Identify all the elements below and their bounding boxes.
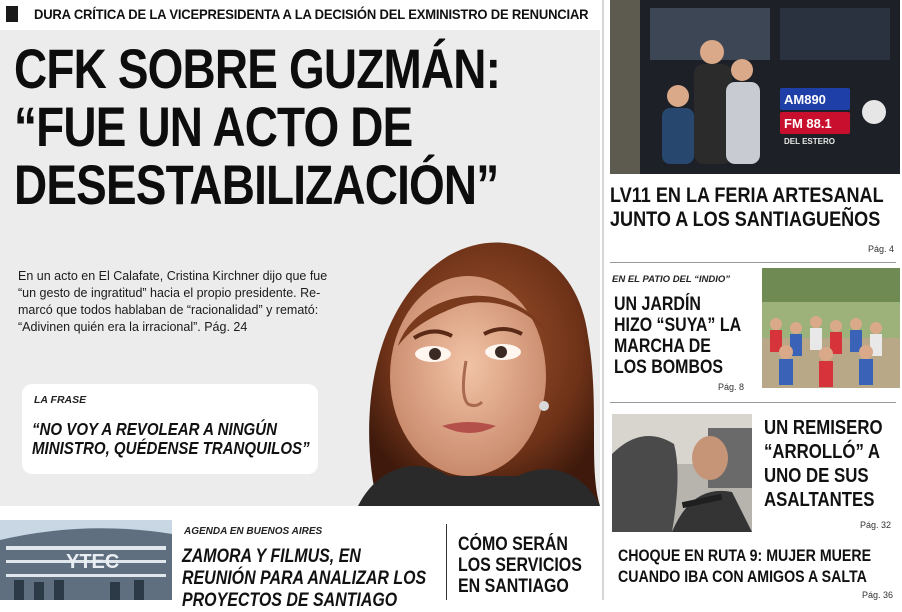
- quote-line: MINISTRO, QUÉDENSE TRANQUILOS”: [32, 438, 310, 458]
- kicker-square-icon: [6, 6, 18, 22]
- kindergarten-photo: [762, 268, 900, 388]
- servicios-headline[interactable]: [458, 534, 601, 597]
- story2-headline[interactable]: [614, 294, 748, 378]
- agenda-headline[interactable]: [182, 546, 459, 612]
- story4-page: Pág. 36: [862, 590, 894, 600]
- story2-page: Pág. 8: [718, 382, 745, 392]
- story3-line: ASALTANTES: [764, 489, 875, 511]
- story4-headline[interactable]: [618, 546, 902, 588]
- quote-label: LA FRASE: [34, 394, 87, 406]
- right-column: [606, 0, 900, 600]
- agenda-line: PROYECTOS DE SANTIAGO: [182, 590, 398, 611]
- summary-line: marcó que todos hablaban de “racionalidad” y remató:: [18, 303, 319, 317]
- story4-line: CHOQUE EN RUTA 9: MUJER MUERE: [618, 547, 872, 565]
- story3-line: UNO DE SUS: [764, 465, 869, 487]
- main-headline[interactable]: [14, 37, 594, 216]
- story3-line: “ARROLLÓ” A: [764, 441, 881, 463]
- servicios-line: CÓMO SERÁN: [458, 534, 568, 555]
- story3-page: Pág. 32: [860, 520, 892, 530]
- kicker-bar: [0, 0, 600, 30]
- story1-line: JUNTO A LOS SANTIAGUEÑOS: [610, 208, 881, 231]
- headline-line: CFK SOBRE GUZMÁN:: [14, 37, 501, 100]
- story2-line: HIZO “SUYA” LA: [614, 315, 742, 336]
- quote-line: “NO VOY A REVOLEAR A NINGÚN: [32, 419, 278, 439]
- quote-card: [22, 384, 318, 474]
- radio-sign-fm: FM 88.1: [784, 116, 832, 131]
- summary-line: “Adivinen quién era la irracional”. Pág. 24: [18, 320, 248, 334]
- radio-sign-am: AM890: [784, 92, 826, 107]
- story1-page: Pág. 4: [868, 244, 895, 254]
- summary-line: “un gesto de ingratitud” hacia el propio presidente. Re-: [18, 286, 321, 300]
- servicios-line: EN SANTIAGO: [458, 576, 569, 597]
- story3-line: UN REMISERO: [764, 417, 883, 439]
- portrait-photo: [338, 226, 600, 506]
- story2-line: UN JARDÍN: [614, 294, 701, 315]
- main-summary: [18, 268, 358, 336]
- story2-line: MARCHA DE: [614, 336, 711, 357]
- radio-van-photo: [610, 0, 900, 174]
- headline-line: DESESTABILIZACIÓN”: [14, 153, 499, 216]
- story1-headline[interactable]: [610, 184, 894, 232]
- headline-line: “FUE UN ACTO DE: [14, 95, 413, 158]
- quote-text: [32, 420, 316, 458]
- story4-line: CUANDO IBA CON AMIGOS A SALTA: [618, 568, 867, 586]
- building-sign: YTEC: [66, 551, 120, 573]
- building-photo: [0, 520, 172, 600]
- radio-sign-sub: DEL ESTERO: [784, 137, 835, 146]
- main-kicker: DURA CRÍTICA DE LA VICEPRESIDENTA A LA DECISIÓN DEL EXMINISTRO DE RENUNCIAR: [34, 6, 589, 22]
- bottom-left-strip: [0, 512, 600, 611]
- divider: [610, 262, 896, 263]
- agenda-line: ZAMORA Y FILMUS, EN: [182, 546, 361, 567]
- story2-line: LOS BOMBOS: [614, 357, 724, 378]
- driver-photo: [612, 414, 752, 532]
- agenda-line: REUNIÓN PARA ANALIZAR LOS: [182, 568, 427, 589]
- column-divider: [602, 0, 604, 600]
- servicios-line: LOS SERVICIOS: [458, 555, 582, 576]
- story2-kicker: EN EL PATIO DEL “INDIO”: [612, 274, 731, 285]
- story1-line: LV11 EN LA FERIA ARTESANAL: [610, 184, 884, 207]
- column-divider: [446, 524, 447, 600]
- divider: [610, 402, 896, 403]
- agenda-kicker: AGENDA EN BUENOS AIRES: [184, 526, 323, 537]
- story3-headline[interactable]: [764, 416, 898, 512]
- summary-line: En un acto en El Calafate, Cristina Kirchner dijo que fue: [18, 269, 328, 283]
